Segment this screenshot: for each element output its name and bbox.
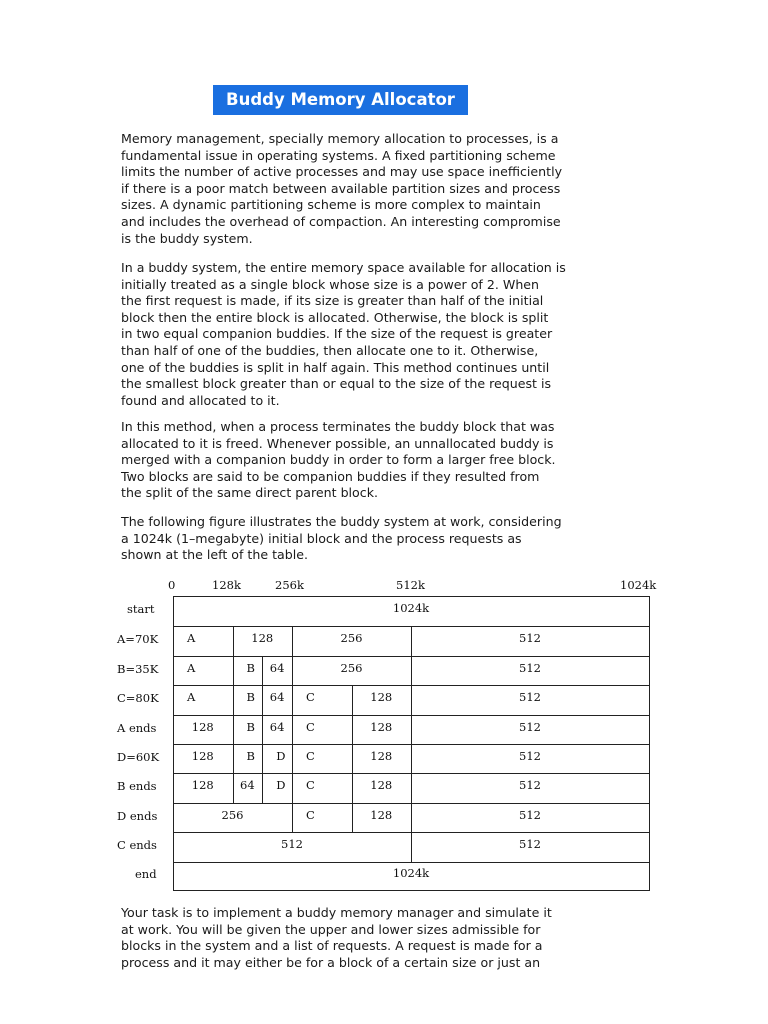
memory-block: 1024k — [392, 866, 430, 880]
text-line: In a buddy system, the entire memory space available for allocation is — [121, 260, 566, 275]
text-line: block then the entire block is allocated. Otherwise, the block is split — [121, 309, 549, 325]
memory-block: 512 — [519, 778, 541, 792]
scale-label: 256k — [275, 578, 304, 592]
table-right-border — [649, 596, 650, 890]
memory-block: 256 — [221, 807, 244, 822]
row-label: A ends — [117, 720, 157, 735]
row-label: start — [127, 602, 155, 616]
memory-block: 512 — [519, 837, 541, 851]
paragraph-1 — [121, 131, 566, 247]
row-label: C=80K — [117, 691, 159, 705]
memory-block: 512 — [519, 719, 541, 734]
memory-block: A — [187, 660, 196, 675]
memory-block: D — [276, 778, 286, 792]
memory-block: 128 — [370, 719, 393, 734]
scale-label: 1024k — [620, 578, 657, 592]
table-top-border — [173, 596, 649, 597]
row-divider — [173, 862, 649, 863]
memory-block: A — [187, 631, 196, 645]
memory-block: 256 — [340, 660, 363, 675]
memory-block: 128 — [370, 778, 393, 792]
row-label: end — [135, 867, 157, 881]
memory-block: 64 — [240, 778, 255, 792]
memory-block: 128 — [370, 807, 393, 822]
text-line: found and allocated to it. — [121, 392, 280, 408]
text-line: one of the buddies is split in half again. This method continues until — [121, 359, 550, 375]
memory-block: 256 — [340, 631, 363, 645]
memory-block: C — [306, 778, 315, 792]
page-title: Buddy Memory Allocator — [213, 85, 468, 115]
text-line: Memory management, specially memory allocation to processes, is a — [121, 131, 559, 146]
text-line: In this method, when a process terminates the buddy block that was — [121, 419, 555, 434]
row-label: B ends — [117, 779, 157, 793]
text-line: fundamental issue in operating systems. A fixed partitioning scheme — [121, 147, 556, 163]
memory-block: 512 — [519, 631, 541, 645]
memory-block: 512 — [519, 748, 541, 763]
memory-block: 512 — [281, 837, 303, 851]
memory-block: 512 — [519, 660, 541, 675]
text-line: than half of one of the buddies, then allocate one to it. Otherwise, — [121, 342, 539, 358]
text-line: if there is a poor match between available partition sizes and process — [121, 180, 561, 196]
memory-block: 128 — [191, 719, 214, 734]
text-line: shown at the left of the table. — [121, 547, 308, 563]
text-line: sizes. A dynamic partitioning scheme is more complex to maintain — [121, 197, 541, 213]
row-label: D=60K — [117, 749, 160, 764]
row-label: B=35K — [117, 661, 159, 676]
text-line: limits the number of active processes and may use space inefficiently — [121, 164, 563, 180]
scale-label: 128k — [212, 578, 241, 592]
memory-block: 128 — [251, 631, 274, 645]
paragraph-4 — [121, 514, 566, 564]
memory-block: 128 — [370, 690, 393, 704]
memory-block: 64 — [269, 660, 285, 675]
text-line: at work. You will be given the upper and lower sizes admissible for — [121, 921, 541, 937]
memory-block: B — [246, 719, 255, 734]
memory-block: A — [187, 690, 196, 704]
text-line: a 1024k (1–megabyte) initial block and the process requests as — [121, 530, 522, 546]
text-line: in two equal companion buddies. If the size of the request is greater — [121, 326, 553, 342]
memory-block: 512 — [519, 807, 541, 822]
row-label: C ends — [117, 838, 157, 852]
text-line: the smallest block greater than or equal to the size of the request is — [121, 376, 552, 392]
memory-block: B — [246, 690, 255, 704]
text-line: Two blocks are said to be companion buddies if they resulted from — [121, 468, 540, 484]
memory-block: C — [306, 807, 315, 822]
paragraph-2 — [121, 260, 566, 409]
memory-block: 1024k — [392, 601, 430, 615]
table-bottom-border — [173, 890, 650, 891]
memory-block: C — [306, 748, 315, 763]
paragraph-3 — [121, 419, 566, 502]
text-line: process and it may either be for a block of a certain size or just an — [121, 954, 541, 970]
text-line: merged with a companion buddy in order to form a larger free block. — [121, 452, 556, 468]
row-label: D ends — [117, 808, 158, 823]
memory-block: 128 — [370, 748, 393, 763]
memory-block: 128 — [191, 748, 214, 763]
text-line: Your task is to implement a buddy memory manager and simulate it — [121, 905, 552, 920]
row-label: A=70K — [117, 632, 159, 646]
text-line: allocated to it is freed. Whenever possible, an unnallocated buddy is — [121, 435, 554, 451]
text-line: the first request is made, if its size is greater than half of the initial — [121, 293, 544, 309]
memory-block: 128 — [191, 778, 214, 792]
scale-label: 512k — [396, 578, 425, 592]
scale-label: 0 — [168, 578, 176, 592]
text-line: and includes the overhead of compaction. An interesting compromise — [121, 213, 561, 229]
text-line: is the buddy system. — [121, 230, 253, 246]
memory-block: C — [306, 690, 315, 704]
text-line: initially treated as a single block whose size is a power of 2. When — [121, 276, 540, 292]
memory-block: D — [276, 748, 286, 763]
memory-block: C — [306, 719, 315, 734]
text-line: blocks in the system and a list of requests. A request is made for a — [121, 938, 543, 954]
memory-block: 64 — [269, 719, 285, 734]
text-line: the split of the same direct parent block. — [121, 485, 378, 501]
memory-block: 512 — [519, 690, 541, 704]
memory-block: B — [246, 660, 255, 675]
memory-block: B — [246, 748, 255, 763]
paragraph-5 — [121, 905, 566, 971]
text-line: The following figure illustrates the buddy system at work, considering — [121, 514, 562, 529]
memory-block: 64 — [269, 690, 285, 704]
